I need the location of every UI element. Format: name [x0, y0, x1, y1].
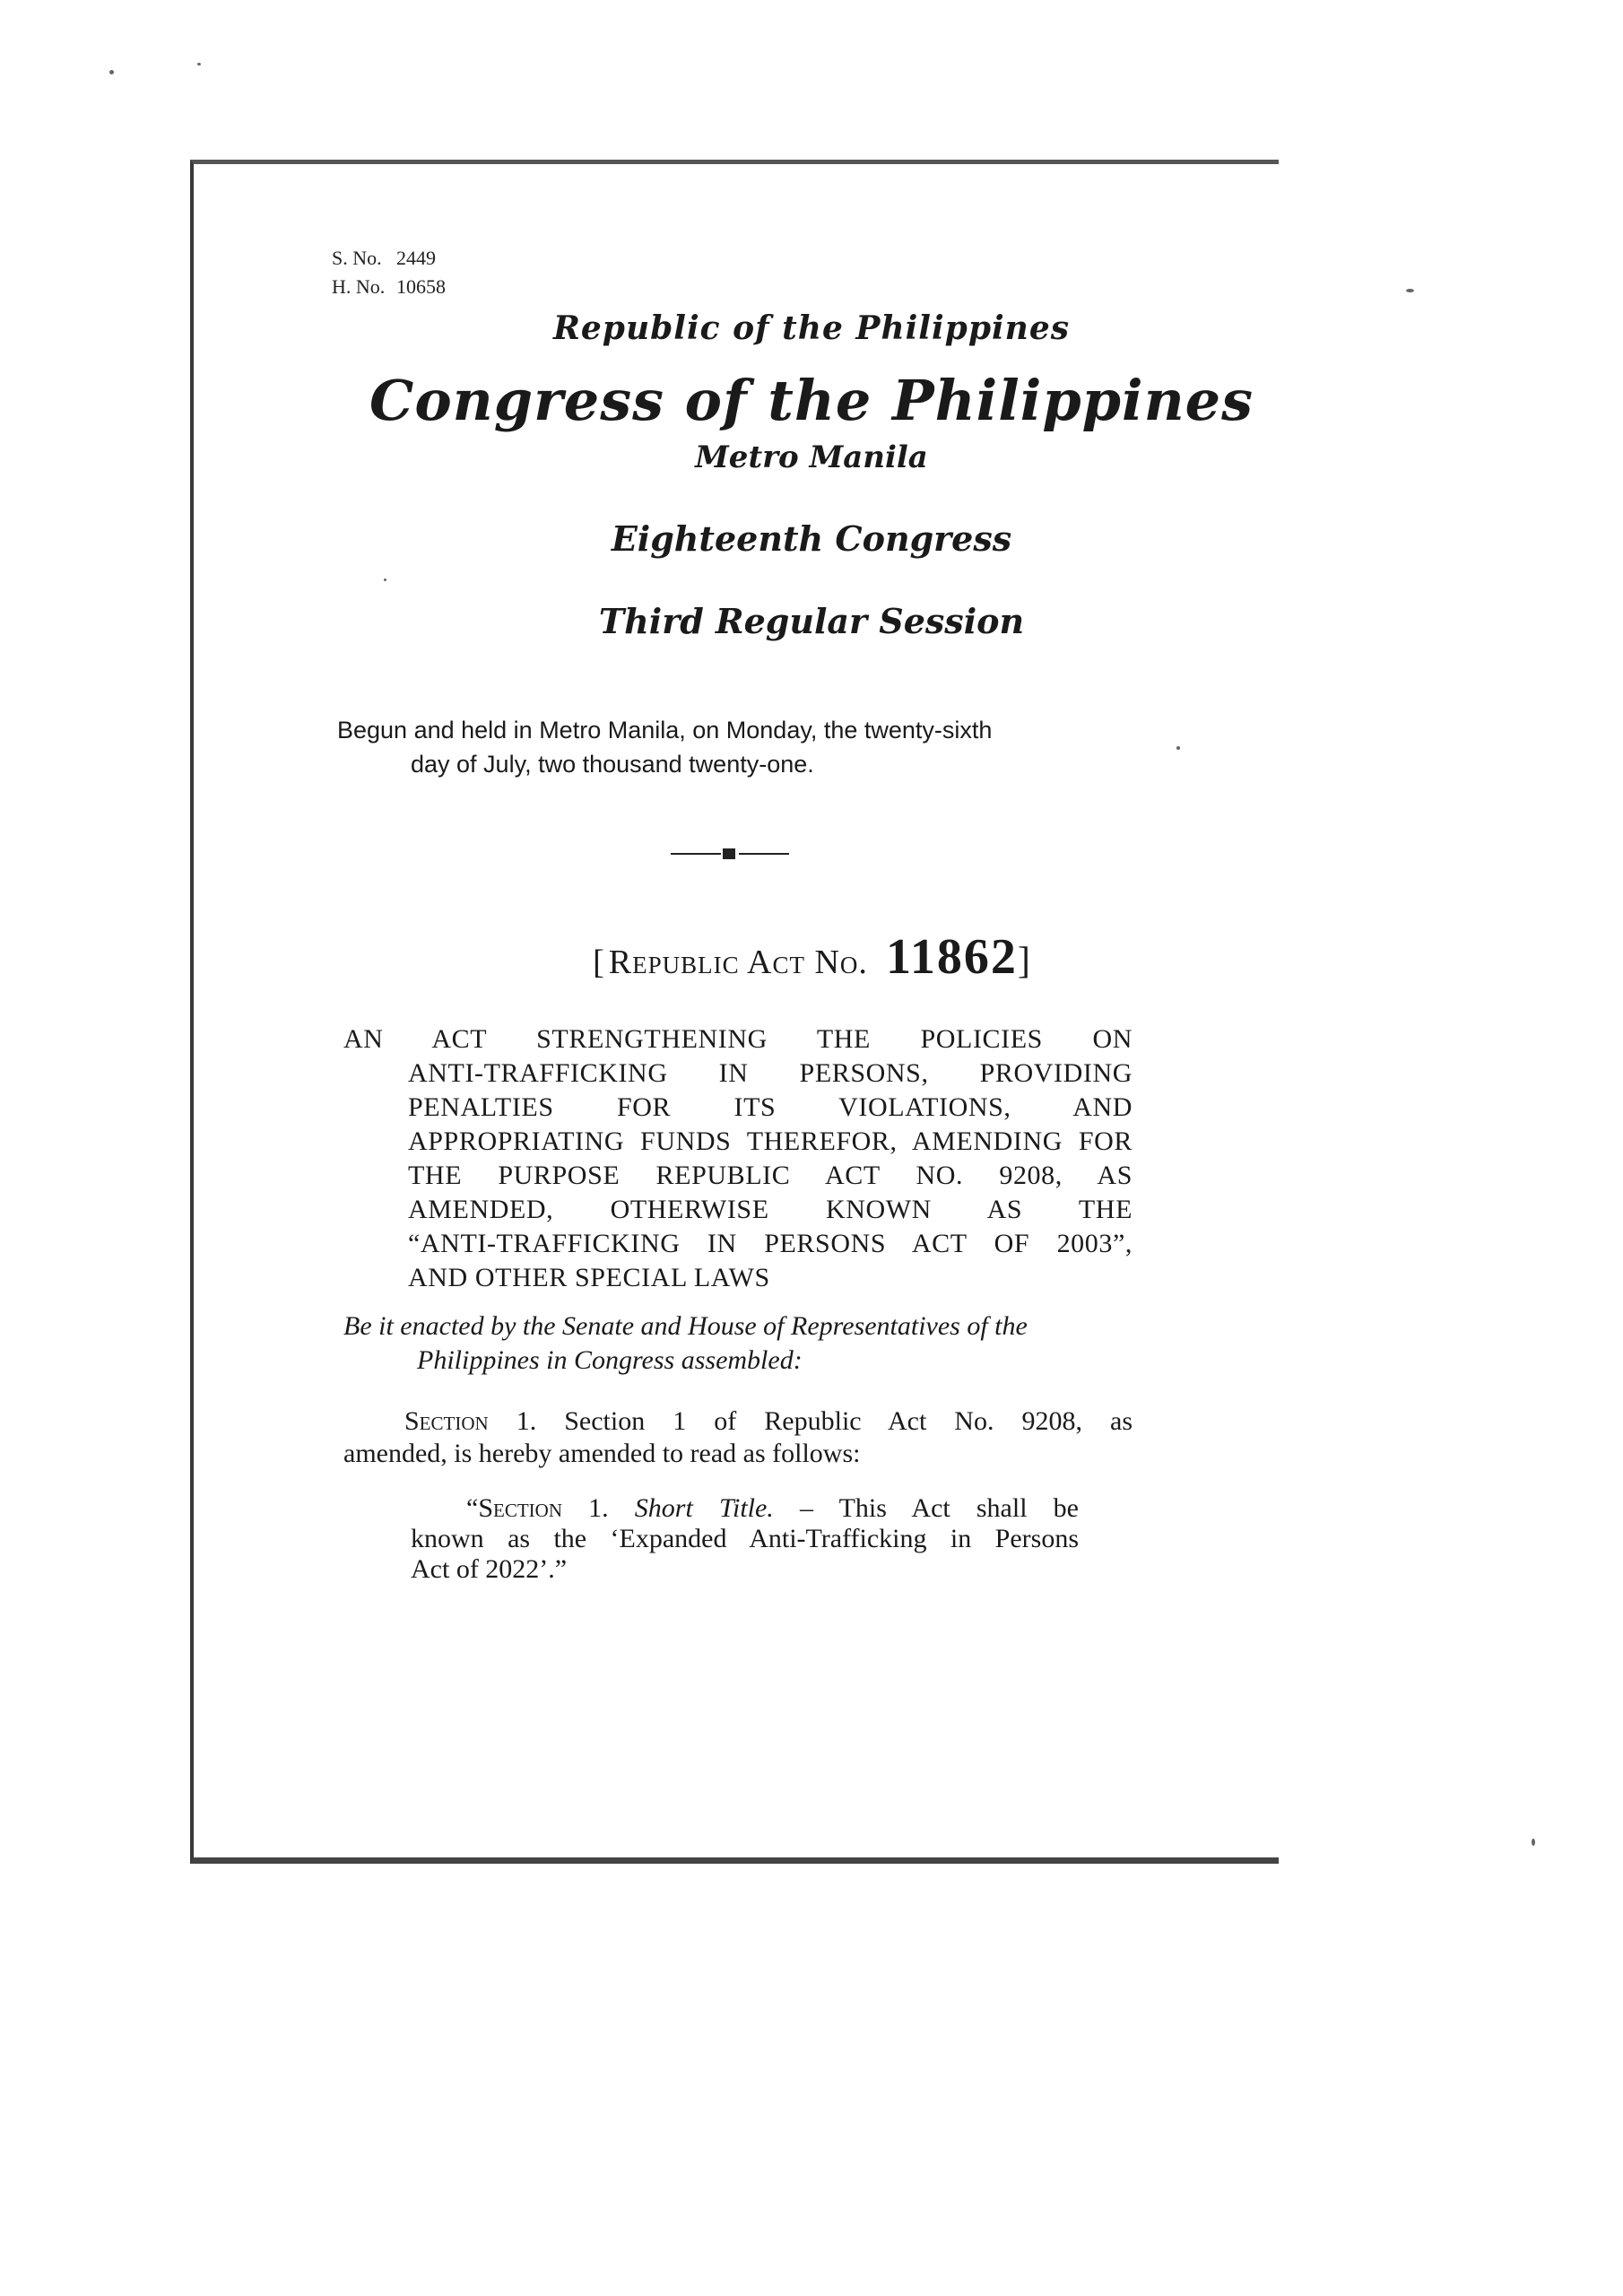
location-heading: Metro Manila	[695, 439, 928, 475]
quoted-section-text: – This Act shall be	[799, 1493, 1079, 1523]
act-title-line: “ANTI-TRAFFICKING IN PERSONS ACT OF 2003”,	[408, 1229, 1133, 1258]
act-title-line: THE PURPOSE REPUBLIC ACT NO. 9208, AS	[408, 1161, 1133, 1190]
ra-label: Republic Act No.	[608, 944, 868, 981]
quoted-section-heading: Short Title.	[634, 1493, 774, 1523]
divider-line-left	[671, 853, 721, 855]
quoted-section-1	[411, 1493, 1079, 1585]
ra-number: 11862	[885, 929, 1018, 985]
act-title-line: PENALTIES FOR ITS VIOLATIONS, AND	[408, 1092, 1133, 1122]
section-1-line-2: amended, is hereby amended to read as follows:	[343, 1439, 861, 1468]
congress-number-heading: Eighteenth Congress	[611, 518, 1012, 559]
begun-line-1: Begun and held in Metro Manila, on Monday, the twenty-sixth	[337, 717, 993, 744]
scan-speck	[1176, 746, 1180, 750]
divider-ornament	[671, 848, 789, 860]
section-1-text: Section 1 of Republic Act No. 9208, as	[564, 1406, 1133, 1436]
ra-open-bracket: [	[593, 944, 605, 981]
scan-speck	[109, 70, 114, 74]
quoted-section-line-3: Act of 2022’.”	[411, 1554, 568, 1584]
session-heading: Third Regular Session	[598, 601, 1025, 641]
ra-close-bracket: ]	[1017, 941, 1030, 982]
house-bill-number	[332, 273, 446, 301]
act-title-line: AMENDED, OTHERWISE KNOWN AS THE	[408, 1195, 1133, 1224]
house-bill-value: 10658	[396, 275, 446, 298]
senate-bill-label: S. No.	[332, 247, 382, 269]
enacting-clause-line-2: Philippines in Congress assembled:	[417, 1345, 803, 1375]
quoted-section-label: “Section 1.	[466, 1493, 609, 1523]
senate-bill-value: 2449	[396, 247, 436, 269]
enacting-clause-line-1: Be it enacted by the Senate and House of Representatives of the	[343, 1311, 1028, 1341]
republic-heading: Republic of the Philippines	[552, 309, 1071, 347]
act-title-line: ANTI-TRAFFICKING IN PERSONS, PROVIDING	[408, 1058, 1133, 1088]
scan-speck	[1532, 1839, 1535, 1846]
divider-square-icon	[723, 848, 735, 859]
enacting-clause	[343, 1309, 1133, 1378]
bill-numbers	[332, 244, 446, 301]
republic-act-number-line	[0, 928, 1623, 986]
act-title-line: APPROPRIATING FUNDS THEREFOR, AMENDING FOR	[408, 1126, 1133, 1156]
quoted-section-line-1	[411, 1493, 1079, 1524]
section-1-line-1	[343, 1405, 1133, 1438]
senate-bill-number	[332, 244, 446, 273]
congress-heading: Congress of the Philippines	[369, 368, 1254, 433]
section-1-label: Section 1.	[404, 1406, 537, 1436]
quoted-section-line-2: known as the ‘Expanded Anti-Trafficking in Persons	[411, 1524, 1079, 1553]
act-title-line: AN ACT STRENGTHENING THE POLICIES ON	[343, 1024, 1133, 1054]
divider-line-right	[739, 853, 789, 855]
house-bill-label: H. No.	[332, 275, 386, 298]
act-title	[343, 1022, 1133, 1295]
scan-speck	[197, 63, 201, 65]
scan-speck	[384, 578, 386, 581]
act-title-line: AND OTHER SPECIAL LAWS	[408, 1263, 770, 1292]
begun-statement	[337, 713, 1144, 781]
section-1	[343, 1405, 1133, 1470]
begun-line-2: day of July, two thousand twenty-one.	[411, 751, 814, 778]
scan-speck	[1406, 289, 1414, 292]
